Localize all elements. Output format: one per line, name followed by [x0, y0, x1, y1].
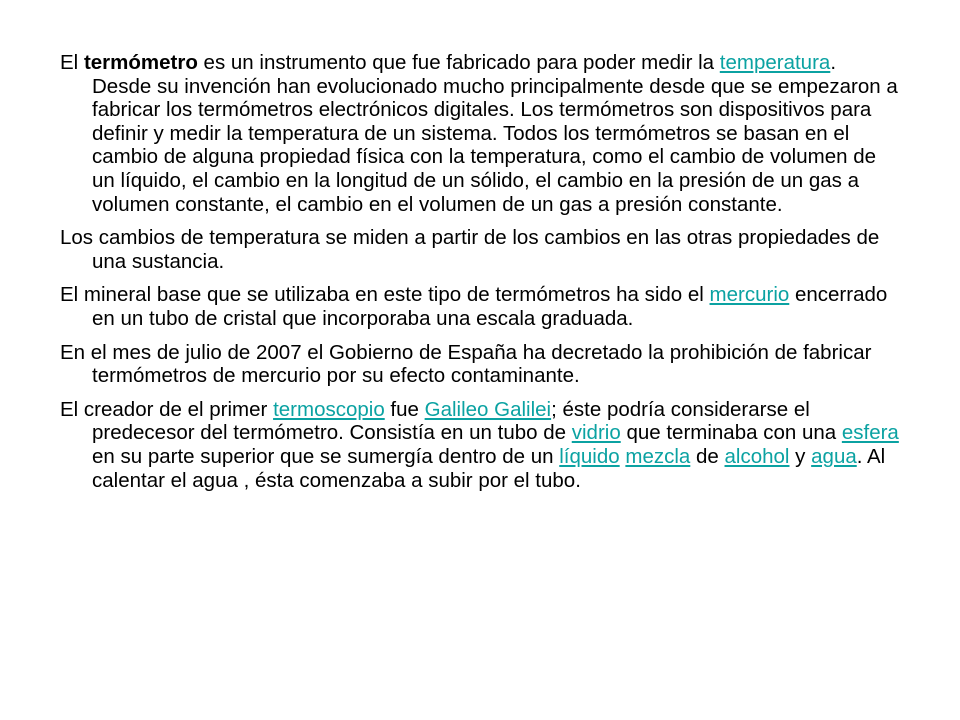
text-run: es un instrumento que fue fabricado para poder medir la — [197, 51, 720, 74]
bold-term-termometro: termómetro — [83, 51, 198, 74]
text-run: encerrado en un tubo de cristal que incorporaba una escala graduada. — [92, 283, 888, 330]
text-run: El creador de el primer — [60, 397, 274, 421]
link-temperatura[interactable]: temperatura — [719, 51, 831, 74]
link-galileo-galilei[interactable]: Galileo Galilei — [424, 397, 552, 421]
paragraph-mineral — [60, 283, 900, 330]
text-run: de — [690, 444, 725, 468]
text-run: El mineral base que se utilizaba en este tipo de termómetros ha sido el — [60, 283, 710, 307]
link-mezcla[interactable]: mezcla — [625, 444, 691, 468]
paragraph-prohibicion — [60, 341, 900, 388]
text-run: en su parte superior que se sumergía dentro de un — [92, 444, 560, 468]
text-run: Los cambios de temperatura se miden a partir de los cambios en las otras propiedades de una sustancia. — [60, 226, 880, 273]
paragraph-creador — [60, 398, 900, 492]
link-alcohol[interactable]: alcohol — [724, 444, 790, 468]
text-run: El — [60, 51, 84, 74]
text-run: . Al calentar el agua , ésta comenzaba a subir por el tubo. — [92, 444, 886, 492]
text-run: y — [789, 444, 812, 468]
text-run: ; éste podría considerarse el predecesor del termómetro. Consistía en un tubo de — [92, 397, 810, 445]
text-run: fue — [384, 397, 425, 421]
text-run: que terminaba con una — [620, 421, 842, 445]
text-run: . Desde su invención han evolucionado mucho principalmente desde que se empezaron a fabricar los termómetros electrónicos digitales. Los termómetros son dispositivos para definir y medir la temperatura de un sistema. Todos los termómetros se basan en el cambio de alguna propiedad física con la temperatura, como el cambio de volumen de un líquido, el cambio en la longitud de un sólido, el cambio en la presión de un gas a volumen constante, el cambio en el volumen de un gas a presión constante. — [92, 51, 898, 216]
paragraph-definition — [60, 51, 900, 216]
slide-body — [60, 51, 900, 492]
link-liquido[interactable]: líquido — [559, 444, 620, 468]
link-termoscopio[interactable]: termoscopio — [273, 397, 385, 421]
link-agua[interactable]: agua — [811, 444, 857, 468]
link-esfera[interactable]: esfera — [841, 421, 899, 445]
link-mercurio[interactable]: mercurio — [709, 283, 790, 307]
text-run: En el mes de julio de 2007 el Gobierno de España ha decretado la prohibición de fabricar termómetros de mercurio por su efecto contaminante. — [60, 340, 872, 388]
link-vidrio[interactable]: vidrio — [571, 421, 621, 445]
paragraph-cambios — [60, 226, 900, 273]
